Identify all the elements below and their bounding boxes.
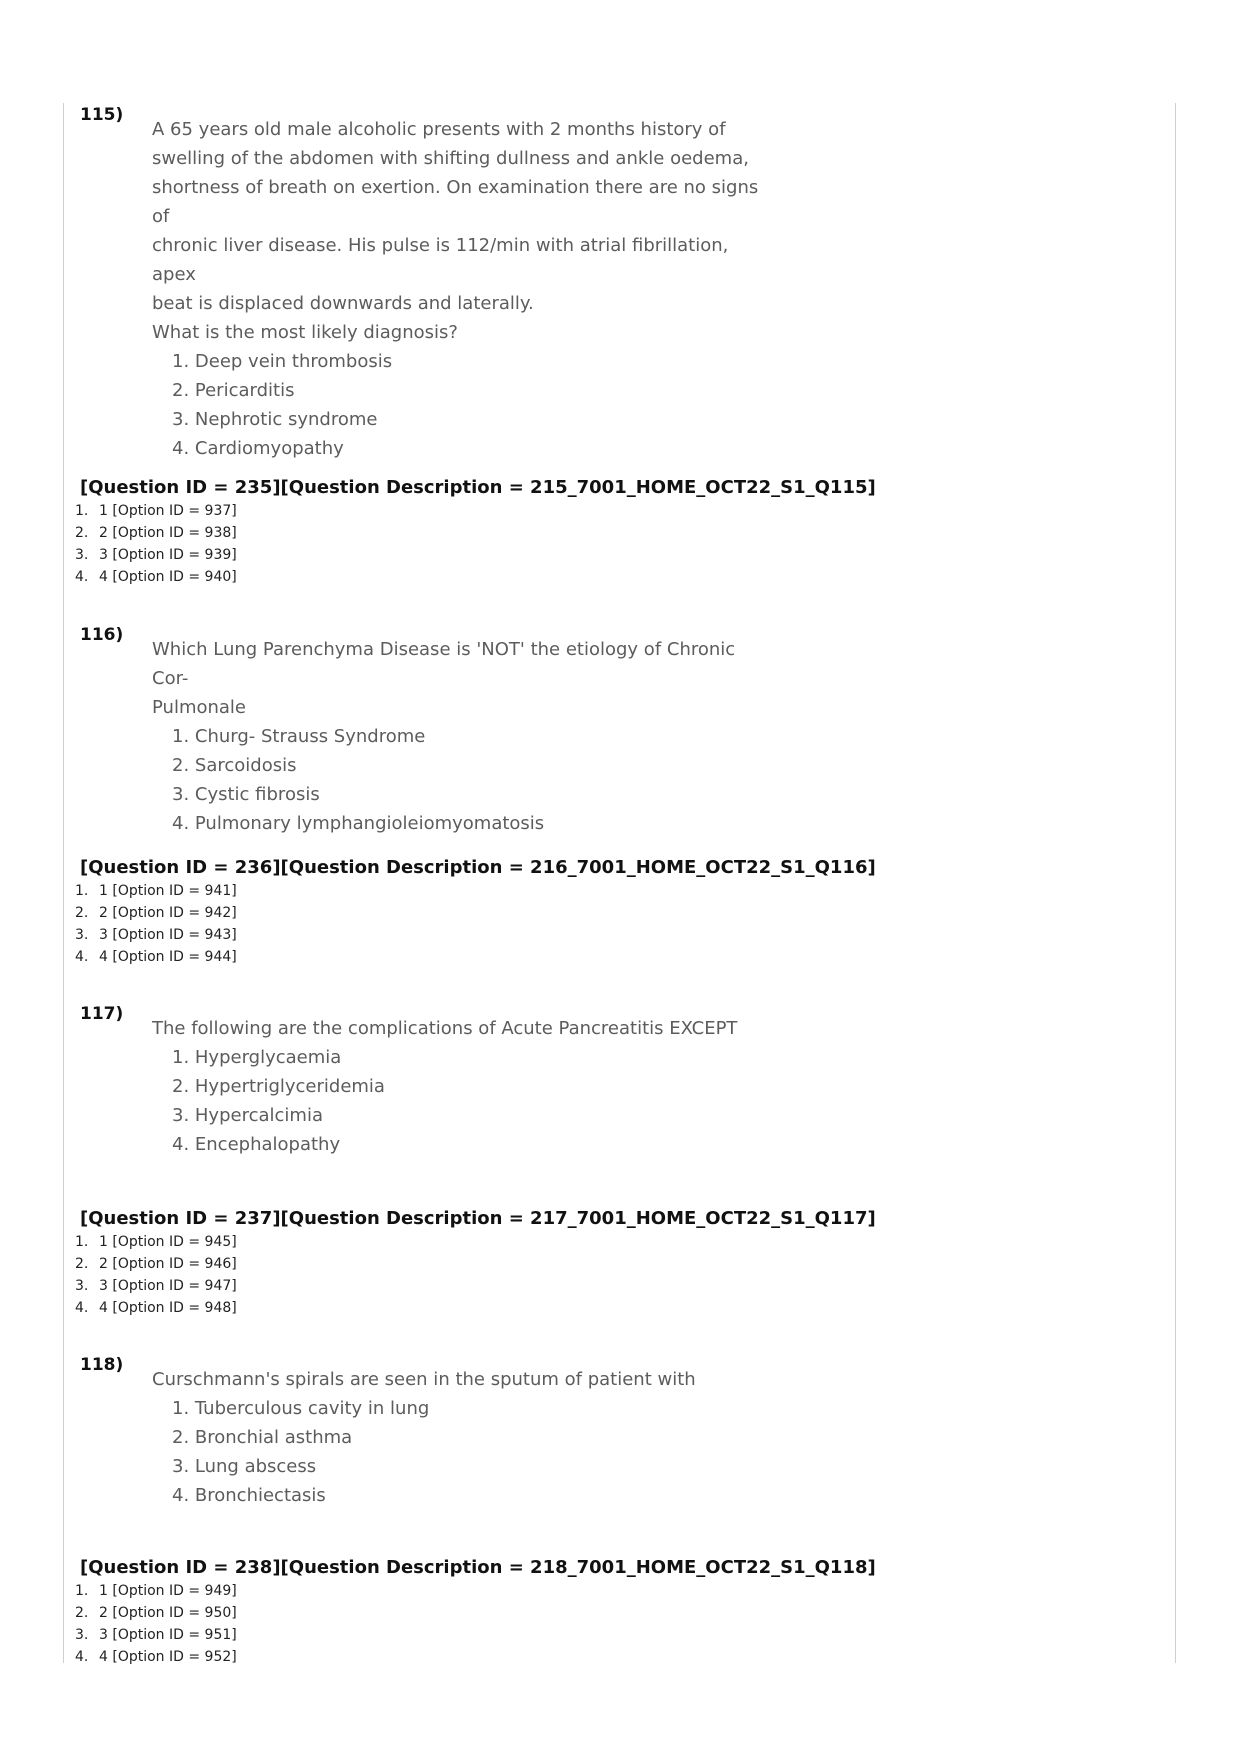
option-text: 1 [Option ID = 945] [99,1234,237,1250]
question-stem: A 65 years old male alcoholic presents with 2 months history of swelling of the abdomen with shifting dullness and ankle oedema, shortness of breath on exertion. On examination there are no signs of chronic liver disease. His pulse is 112/min with atrial fibrillation, apex beat is displaced downwards and laterally. What is the most likely diagnosis? [152,119,759,343]
question-number: 115) [80,105,124,125]
option-id-item [75,1624,876,1646]
question-body [152,635,772,838]
option-id-item [75,1253,876,1275]
option-id-list [75,500,876,588]
question-meta-title: [Question ID = 237][Question Description = 217_7001_HOME_OCT22_S1_Q117] [80,1208,876,1229]
option-number: 1. [75,1234,89,1250]
question-number: 118) [80,1355,124,1375]
option-id-item [75,500,876,522]
question-body [152,1014,772,1159]
option-text: 4 [Option ID = 944] [99,949,237,965]
choice-item: 1. Tuberculous cavity in lung [172,1398,430,1419]
option-number: 4. [75,569,89,585]
choice-item: 4. Encephalopathy [172,1134,341,1155]
page-frame-right [1175,103,1176,1663]
option-number: 1. [75,1583,89,1599]
choice-item: 3. Nephrotic syndrome [172,409,378,430]
choice-item: 3. Hypercalcimia [172,1105,323,1126]
question-stem: The following are the complications of Acute Pancreatitis EXCEPT [152,1018,738,1039]
question-meta-title: [Question ID = 235][Question Description = 215_7001_HOME_OCT22_S1_Q115] [80,477,876,498]
option-number: 3. [75,1627,89,1643]
option-id-list [75,1580,876,1668]
option-id-item [75,1580,876,1602]
choice-item: 3. Lung abscess [172,1456,317,1477]
question-meta-title: [Question ID = 238][Question Description = 218_7001_HOME_OCT22_S1_Q118] [80,1557,876,1578]
option-id-item [75,566,876,588]
option-id-item [75,522,876,544]
option-text: 1 [Option ID = 941] [99,883,237,899]
question-number: 117) [80,1004,124,1024]
option-number: 4. [75,1300,89,1316]
option-number: 1. [75,883,89,899]
option-text: 3 [Option ID = 939] [99,547,237,563]
option-text: 3 [Option ID = 947] [99,1278,237,1294]
question-body [152,115,772,463]
option-text: 1 [Option ID = 937] [99,503,237,519]
option-id-item [75,902,876,924]
option-number: 4. [75,949,89,965]
option-number: 3. [75,547,89,563]
option-text: 4 [Option ID = 940] [99,569,237,585]
option-number: 1. [75,503,89,519]
option-text: 3 [Option ID = 943] [99,927,237,943]
option-number: 2. [75,525,89,541]
option-id-item [75,1602,876,1624]
option-id-list [75,1231,876,1319]
choice-item: 4. Bronchiectasis [172,1485,326,1506]
option-number: 3. [75,1278,89,1294]
option-number: 2. [75,905,89,921]
choice-item: 1. Deep vein thrombosis [172,351,393,372]
option-number: 3. [75,927,89,943]
choice-list [152,1394,772,1510]
question-meta [75,1208,876,1319]
choice-list [152,722,772,838]
choice-list [152,347,772,463]
option-text: 2 [Option ID = 950] [99,1605,237,1621]
choice-item: 2. Bronchial asthma [172,1427,353,1448]
option-id-item [75,544,876,566]
option-number: 2. [75,1256,89,1272]
option-number: 4. [75,1649,89,1665]
option-id-item [75,1646,876,1668]
choice-item: 2. Sarcoidosis [172,755,297,776]
choice-item: 1. Hyperglycaemia [172,1047,342,1068]
option-text: 4 [Option ID = 948] [99,1300,237,1316]
choice-item: 3. Cystic fibrosis [172,784,320,805]
option-text: 4 [Option ID = 952] [99,1649,237,1665]
option-text: 1 [Option ID = 949] [99,1583,237,1599]
question-stem: Which Lung Parenchyma Disease is 'NOT' the etiology of Chronic Cor- Pulmonale [152,639,736,718]
question-number: 116) [80,625,124,645]
question-meta [75,857,876,968]
choice-item: 1. Churg- Strauss Syndrome [172,726,426,747]
option-id-item [75,924,876,946]
question-meta [75,477,876,588]
option-text: 2 [Option ID = 942] [99,905,237,921]
option-id-item [75,946,876,968]
option-id-item [75,1297,876,1319]
option-id-item [75,880,876,902]
option-id-item [75,1231,876,1253]
choice-item: 2. Pericarditis [172,380,295,401]
choice-item: 2. Hypertriglyceridemia [172,1076,385,1097]
option-text: 3 [Option ID = 951] [99,1627,237,1643]
option-text: 2 [Option ID = 946] [99,1256,237,1272]
question-meta-title: [Question ID = 236][Question Description = 216_7001_HOME_OCT22_S1_Q116] [80,857,876,878]
choice-list [152,1043,772,1159]
option-number: 2. [75,1605,89,1621]
question-stem: Curschmann's spirals are seen in the sputum of patient with [152,1369,696,1390]
option-id-list [75,880,876,968]
option-text: 2 [Option ID = 938] [99,525,237,541]
choice-item: 4. Cardiomyopathy [172,438,344,459]
page-frame-left [63,103,64,1663]
choice-item: 4. Pulmonary lymphangioleiomyomatosis [172,813,545,834]
question-body [152,1365,772,1510]
option-id-item [75,1275,876,1297]
question-meta [75,1557,876,1668]
